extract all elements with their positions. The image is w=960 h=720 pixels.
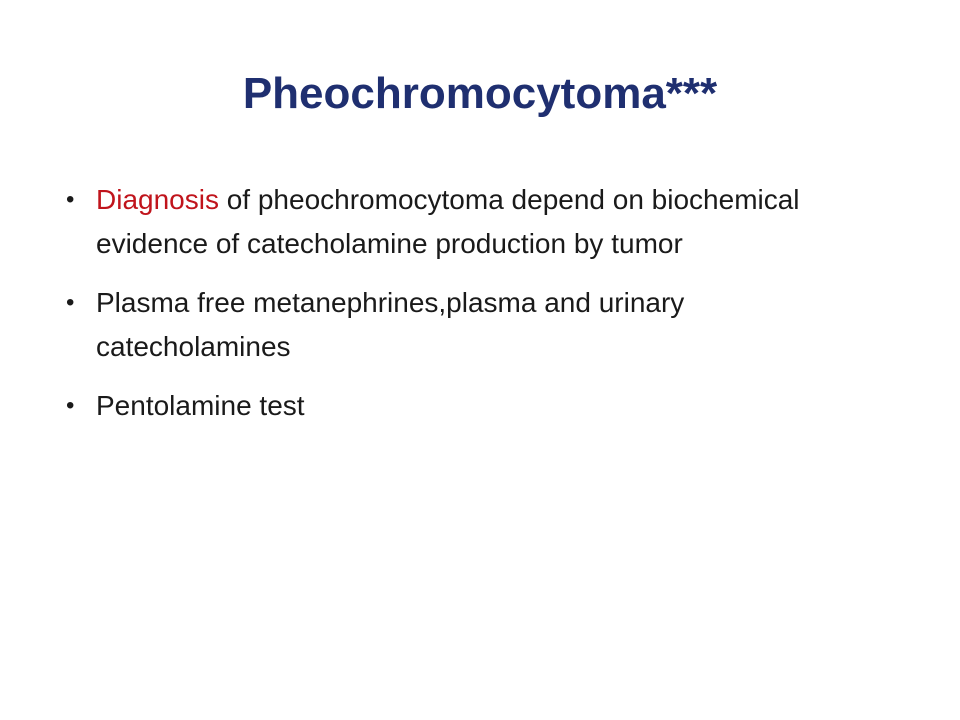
bullet-list [66, 178, 886, 443]
bullet-highlight-text: Diagnosis [96, 184, 219, 215]
slide-title: Pheochromocytoma*** [242, 69, 718, 118]
bullet-text: of pheochromocytoma depend on biochemical evidence of catecholamine production by tumor [96, 184, 800, 259]
bullet-item-pentolamine [66, 384, 886, 428]
bullet-text: Plasma free metanephrines,plasma and urinary catecholamines [96, 287, 685, 362]
bullet-item-diagnosis [66, 178, 886, 266]
bullet-icon: • [66, 186, 75, 213]
bullet-icon: • [66, 289, 75, 316]
bullet-text: Pentolamine test [96, 390, 305, 421]
bullet-icon: • [66, 392, 75, 419]
bullet-item-plasma [66, 281, 886, 369]
